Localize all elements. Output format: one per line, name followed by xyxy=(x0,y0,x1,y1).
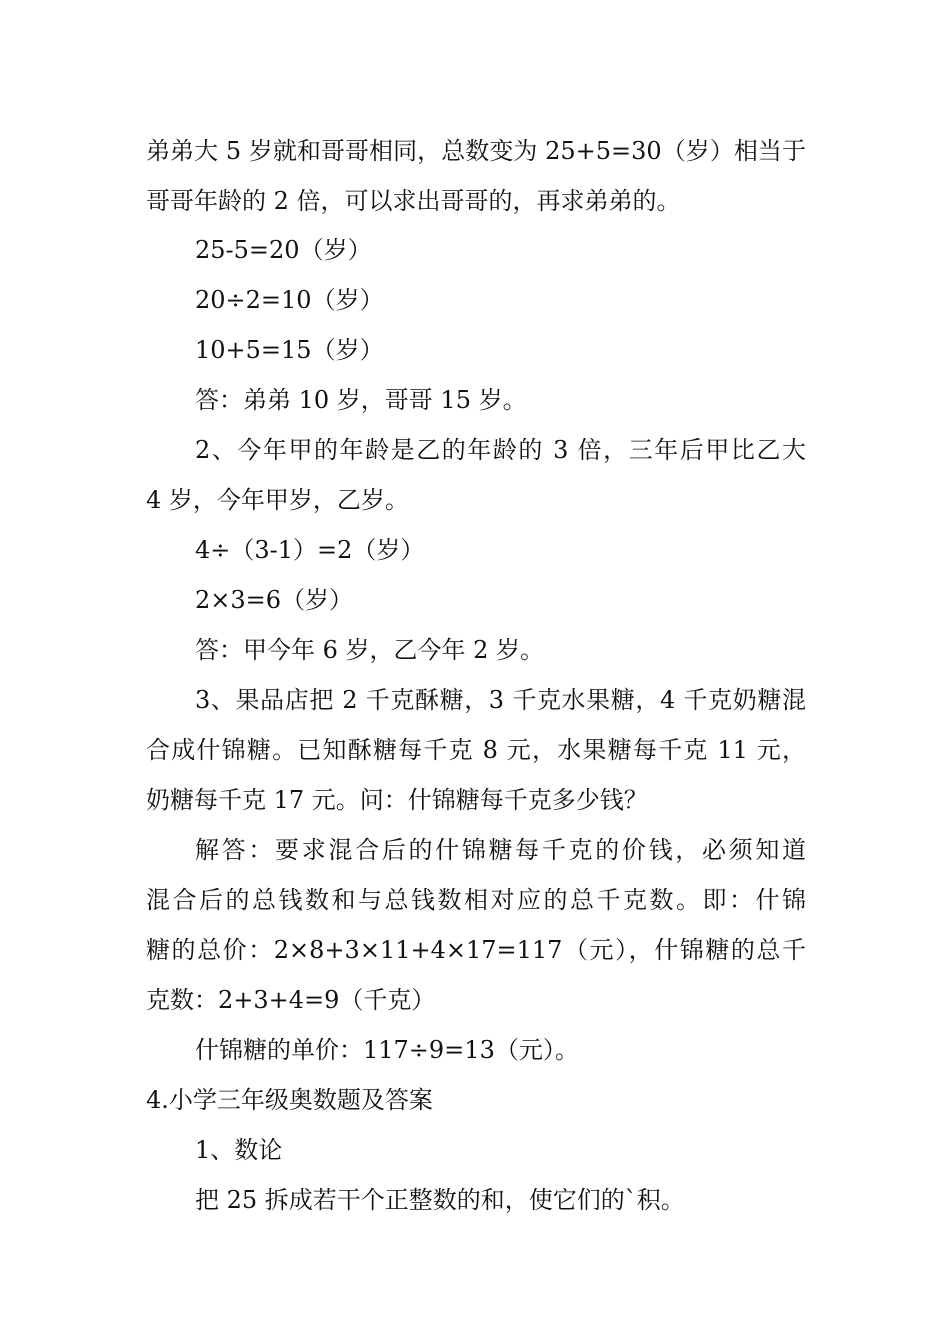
question-line: 4 岁，今年甲岁，乙岁。 xyxy=(146,486,409,514)
solution-line: 解答：要求混合后的什锦糖每千克的价钱，必须知道 xyxy=(195,836,806,864)
equation-line: 20÷2=10（岁） xyxy=(195,286,384,314)
question-line: 合成什锦糖。已知酥糖每千克 8 元，水果糖每千克 11 元， xyxy=(146,736,806,764)
equation-line: 10+5=15（岁） xyxy=(195,336,384,364)
question-line: 2、今年甲的年龄是乙的年龄的 3 倍，三年后甲比乙大 xyxy=(195,436,806,464)
section-heading: 4.小学三年级奥数题及答案 xyxy=(146,1086,433,1114)
solution-line: 糖的总价：2×8+3×11+4×17=117（元），什锦糖的总千 xyxy=(146,936,806,964)
solution-line: 克数：2+3+4=9（千克） xyxy=(146,986,436,1014)
solution-line: 混合后的总钱数和与总钱数相对应的总千克数。即：什锦 xyxy=(146,886,806,914)
equation-line: 4÷（3-1）=2（岁） xyxy=(195,536,425,564)
answer-line: 答：甲今年 6 岁，乙今年 2 岁。 xyxy=(195,636,545,664)
question-line: 3、果品店把 2 千克酥糖，3 千克水果糖，4 千克奶糖混 xyxy=(195,686,806,714)
answer-line: 答：弟弟 10 岁，哥哥 15 岁。 xyxy=(195,386,527,414)
solution-line: 什锦糖的单价：117÷9=13（元）。 xyxy=(195,1036,579,1064)
equation-line: 25-5=20（岁） xyxy=(195,236,372,264)
equation-line: 2×3=6（岁） xyxy=(195,586,354,614)
paragraph-line: 弟弟大 5 岁就和哥哥相同，总数变为 25+5=30（岁）相当于 xyxy=(146,137,806,165)
subsection-heading: 1、数论 xyxy=(195,1136,283,1164)
question-line: 奶糖每千克 17 元。问：什锦糖每千克多少钱？ xyxy=(146,786,648,814)
paragraph-line: 哥哥年龄的 2 倍，可以求出哥哥的，再求弟弟的。 xyxy=(146,187,681,215)
question-line: 把 25 拆成若干个正整数的和，使它们的`积。 xyxy=(195,1186,685,1214)
